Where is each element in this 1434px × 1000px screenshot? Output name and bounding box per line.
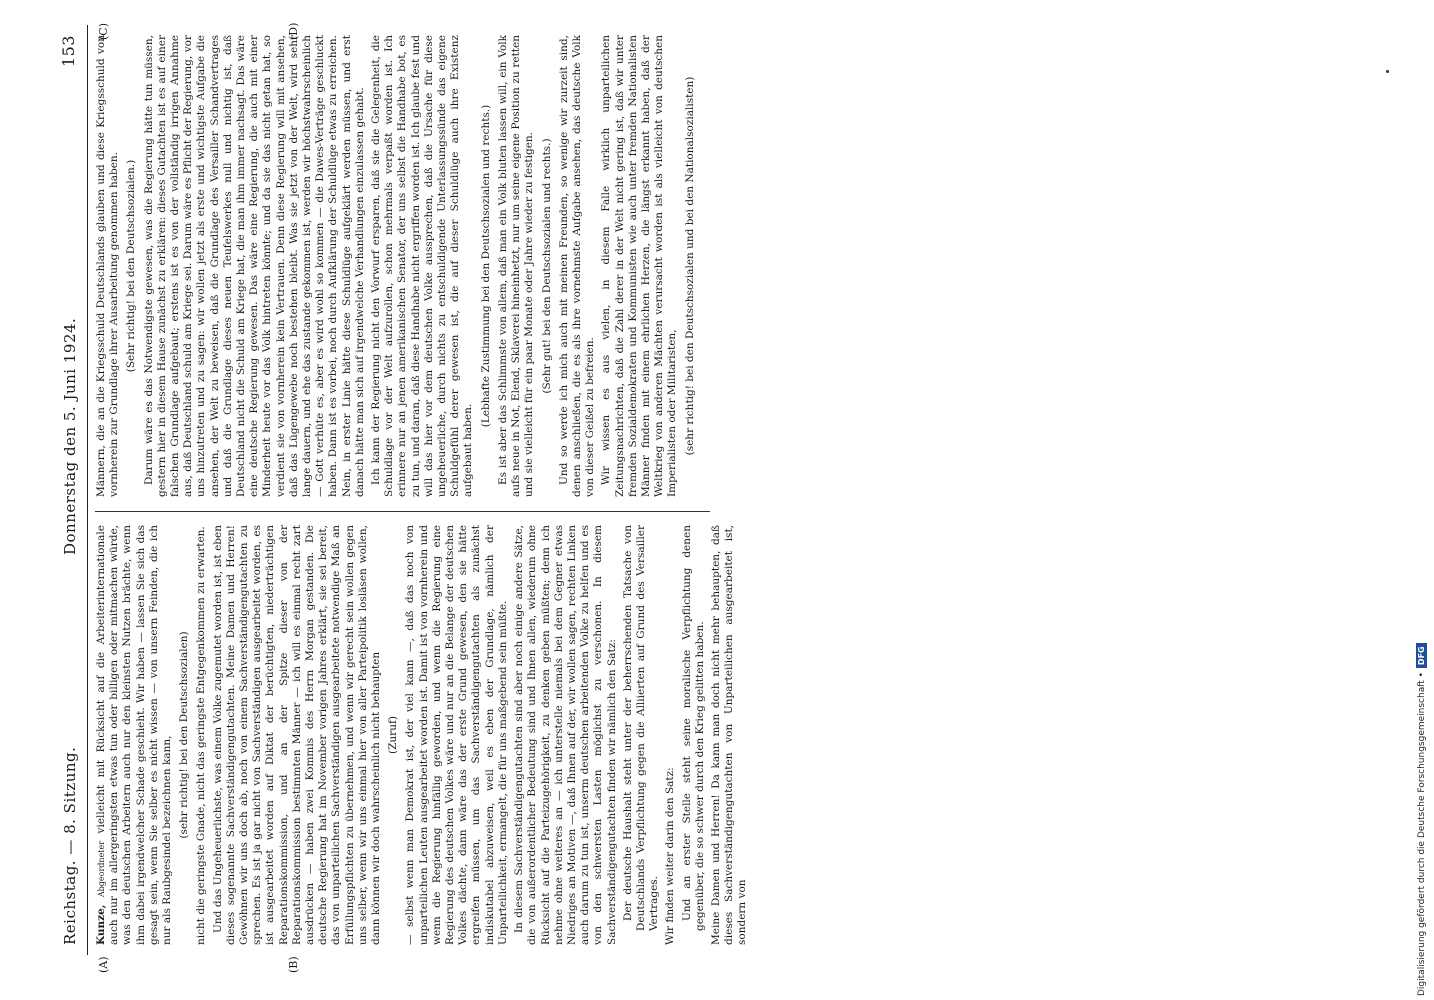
- interjection: (Sehr richtig! bei den Deutschsozialen.): [125, 159, 138, 373]
- interjection: (sehr richtig! bei den Deutschsozialen): [178, 631, 191, 839]
- left-paragraph-8: Wir finden weiter darin den Satz:: [664, 767, 677, 945]
- rotated-page: [55, 22, 749, 975]
- quotation: Und an erster Stelle steht seine moralische Verpflichtung denen gegenüber, die so schwer durch den Krieg gelitten haben.: [680, 525, 706, 931]
- margin-marker-a: (A): [97, 956, 110, 973]
- speaker-name: Kunze,: [95, 904, 107, 945]
- left-paragraph-10: Meine Damen und Herren! Da kann man doch nicht mehr behaupten, daß dieses Sachverständigengutachten von Unparteilichen ausgearbeitet ist, sondern von: [709, 525, 749, 945]
- left-paragraph-2: nicht die geringste Gnade, nicht das geringste Entgegenkommen zu erwarten.: [195, 526, 208, 945]
- interjection: (sehr richtig! bei den Deutschsozialen und bei den Nationalsozialisten): [683, 76, 696, 456]
- left-paragraph-6: In diesem Sachverständigengutachten sind aber noch einige andere Sätze, die von außerordentlicher Bedeutung sind und Ihnen allen, wiederum ohne Rücksicht auf die Parteizugehörigkeit, zu denken geben müßten; denn ich nehme ohne weiteres an — ich unterstelle niemals bei dem Gegner etwas Niedriges an Motiven —, daß Ihnen auf der, wir wollen sagen, rechten Linken auch darum zu tun ist, unserm deutschen arbeitenden Volke zu helfen und es von den schwersten Lasten möglichst zu verschonen. In diesem Sachverständigengutachten finden wir nämlich den Satz:: [513, 525, 618, 945]
- left-paragraph-3: Und das Ungeheuerlichste, was einem Volke zugemutet worden ist, ist eben dieses sogenannte Sachverständigengutachten. Meine Damen und Herren! Gewöhnen wir uns doch ab, noch von einem Sachverständigengutachten zu sprechen. Es ist ja gar nicht von Sachverständigen ausgearbeitet worden, es ist ausgearbeitet worden auf Diktat der berüchtigten, niederträchtigen Reparationskommission, und an der Spitze dieser von der Reparationskommission bestimmten Männer — ich will es einmal recht zart ausdrücken — haben zwei Kommis des Herrn Morgan gestanden. Die deutsche Regierung hat im November vorigen Jahres erklärt, sie sei bereit, das von unparteilichen Sachverständigen ausgearbeitete notwendige Maß an Erfüllungspflichten zu übernehmen, und wenn wir gerecht sein wollen gegen uns selber, wenn wir uns einmal hier von aller Parteipolitik losläsen wollen, dann können wir doch wahrscheinlich nicht behaupten: [211, 525, 383, 945]
- paragraph-text: vielleicht mit Rücksicht auf die Arbeiterinternationale auch nur im allergeringsten etwas tun oder billigen oder mitmachen würde, was den deutschen Arbeitern auch nur den kleinsten Nutzen brächte, wenn ihm dabei irgendwelcher Schade geschieht. Wir haben — lassen Sie sich das gesagt sein, wenn Sie selber es nicht wissen — von unsern Feinden, die ich nur als Raubgesindel bezeichnen kann,: [95, 524, 174, 945]
- header-date: Donnerstag den 5. Juni 1924.: [61, 317, 79, 555]
- margin-marker-d: (D): [287, 22, 300, 40]
- dfg-logo: DFG: [1416, 643, 1427, 668]
- margin-marker-c: (C): [97, 23, 110, 40]
- interjection: (Sehr gut! bei den Deutschsozialen und rechts.): [540, 138, 553, 394]
- right-column: [95, 35, 710, 497]
- digitization-stamp: [1416, 643, 1427, 996]
- column-divider: [95, 511, 710, 512]
- interjection: (Lebhafte Zustimmung bei den Deutschsozialen und rechts.): [479, 104, 492, 428]
- scan-speck: [1386, 70, 1389, 73]
- quotation: Der deutsche Haushalt steht unter der beherrschenden Tatsache von Deutschlands Verpflichtung gegen die Alliierten auf Grund des Versailler Vertrages.: [621, 525, 661, 931]
- right-paragraph-7: Und so werde ich mich auch mit meinen Freunden, so wenige wir zurzeit sind, denen anschließen, die es als ihre vornehmste Aufgabe ansehen, das deutsche Volk von dieser Geißel zu befreien.: [557, 35, 597, 497]
- left-paragraph-0: [95, 525, 174, 945]
- header-session: Reichstag. — 8. Sitzung.: [61, 746, 79, 945]
- right-paragraph-2: Darum wäre es das Notwendigste gewesen, was die Regierung hätte tun müssen, gestern hier in diesem Hause zunächst zu erklären: dieses Gutachten ist es auf einer falschen Grundlage aufgebaut; erstens ist es von der vollständig irrigen Annahme aus, daß Deutschland schuld am Kriege sei. Darum wäre es Pflicht der Regierung, vor uns hinzutreten und zu sagen: wir wollen jetzt als erste und wichtigste Aufgabe die ansehen, der Welt zu beweisen, daß die Grundlage des Versailler Schandvertrages und daß die Grundlage dieses neuen Teufelswerkes null und nichtig ist, daß Deutschland nicht die Schuld am Kriege hat, die man ihm immer nachsagt. Das wäre eine deutsche Regierung gewesen. Das wäre eine Regierung, die auch mit einer Minderheit heute vor das Volk hintreten könnte; und da sie das nicht getan hat, so verdient sie von vornherein kein Vertrauen. Denn diese Regierung will mit ansehen, daß das Lügengewebe noch bestehen bleibt. Was sie jetzt von der Welt, wird sehr lange dauern, und ehe das zustande gekommen ist, werden wir höchstwahrscheinlich — Gott verhüte es, aber es wird wohl so kommen — die Dawes-Verträge geschluckt haben. Dann ist es vorbei, noch durch Aufklärung der Schuldlüge etwas zu erreichen. Nein, in erster Linie hätte diese Schuldlüge aufgeklärt werden müssen, und erst danach hätte man sich auf irgendwelche Verhandlungen einzulassen gehabt.: [142, 35, 366, 497]
- right-paragraph-5: Es ist aber das Schlimmste von allem, daß man ein Volk bluten lassen will, ein Volk aufs neue in Not, Elend, Sklaverei hineinhetzt, nur um seine eigene Position zu retten und sie vielleicht für ein paar Monate oder Jahre wieder zu festigen.: [496, 35, 536, 497]
- right-paragraph-8: Wir wissen es aus vielen, in diesem Falle wirklich unparteilichen Zeitungsnachrichten, daß die Zahl derer in der Welt nicht gering ist, daß wir unter fremden Sozialdemokraten und Kommunisten wie auch unter fremden Nationalisten Männer finden mit einem ehrlichen Herzen, die längst erkannt haben, daß der Weltkrieg von anderen Mächten verursacht worden ist als vielleicht von deutschen Imperialisten oder Militaristen,: [600, 35, 679, 497]
- interjection: (Zuruf): [387, 716, 400, 754]
- page-number: 153: [59, 35, 78, 68]
- header-rule: [87, 25, 88, 955]
- right-paragraph-3: Ich kann der Regierung nicht den Vorwurf ersparen, daß sie die Gelegenheit, die Schuldlage vor der Welt aufzurollen, schon mehrmals verpaßt worden ist. Ich erinnere nur an jenen amerikanischen Senator, der uns selbst die Handhabe bot, es zu tun, und daran, daß diese Handhabe nicht ergriffen worden ist. Ich glaube fest und will das hier vor dem deutschen Volke aussprechen, daß die Ursache für diese ungeheuerliche, durch nichts zu entschuldigende Unterlassungssünde das eigene Schuldgefühl derer gewesen ist, die auf dieser Schuldlüge auch ihre Existenz aufgebaut haben.: [370, 35, 475, 497]
- page-header: [55, 25, 85, 975]
- speaker-role: Abgeordneter: [97, 840, 106, 898]
- digitization-text: Digitalisierung gefördert durch die Deutsche Forschungsgemeinschaft •: [1416, 672, 1427, 996]
- right-paragraph-0: Männern, die an die Kriegsschuld Deutschlands glauben und diese Kriegsschuld von vornherein zur Grundlage ihrer Ausarbeitung genommen haben.: [95, 35, 121, 497]
- left-paragraph-5: — selbst wenn man Demokrat ist, der viel kann —, daß das noch von unparteilichen Leuten ausgearbeitet worden ist. Damit ist von vornherein und wenn die Regierung hinfällig geworden, und wenn die Regierung eine Regierung des deutschen Volkes wäre und nur an die Belange der deutschen Volkes dächte, dann wäre das der erste Grund gewesen, den sie hätte ergreifen müssen, um das Sachverständigengutachten als zunächst indiskutabel abzuweisen, weil es eben der Grundlage, nämlich der Unparteilichkeit, ermangelt, die für uns maßgebend sein müßte.: [404, 525, 509, 945]
- left-column: [95, 524, 749, 945]
- margin-marker-b: (B): [287, 956, 300, 973]
